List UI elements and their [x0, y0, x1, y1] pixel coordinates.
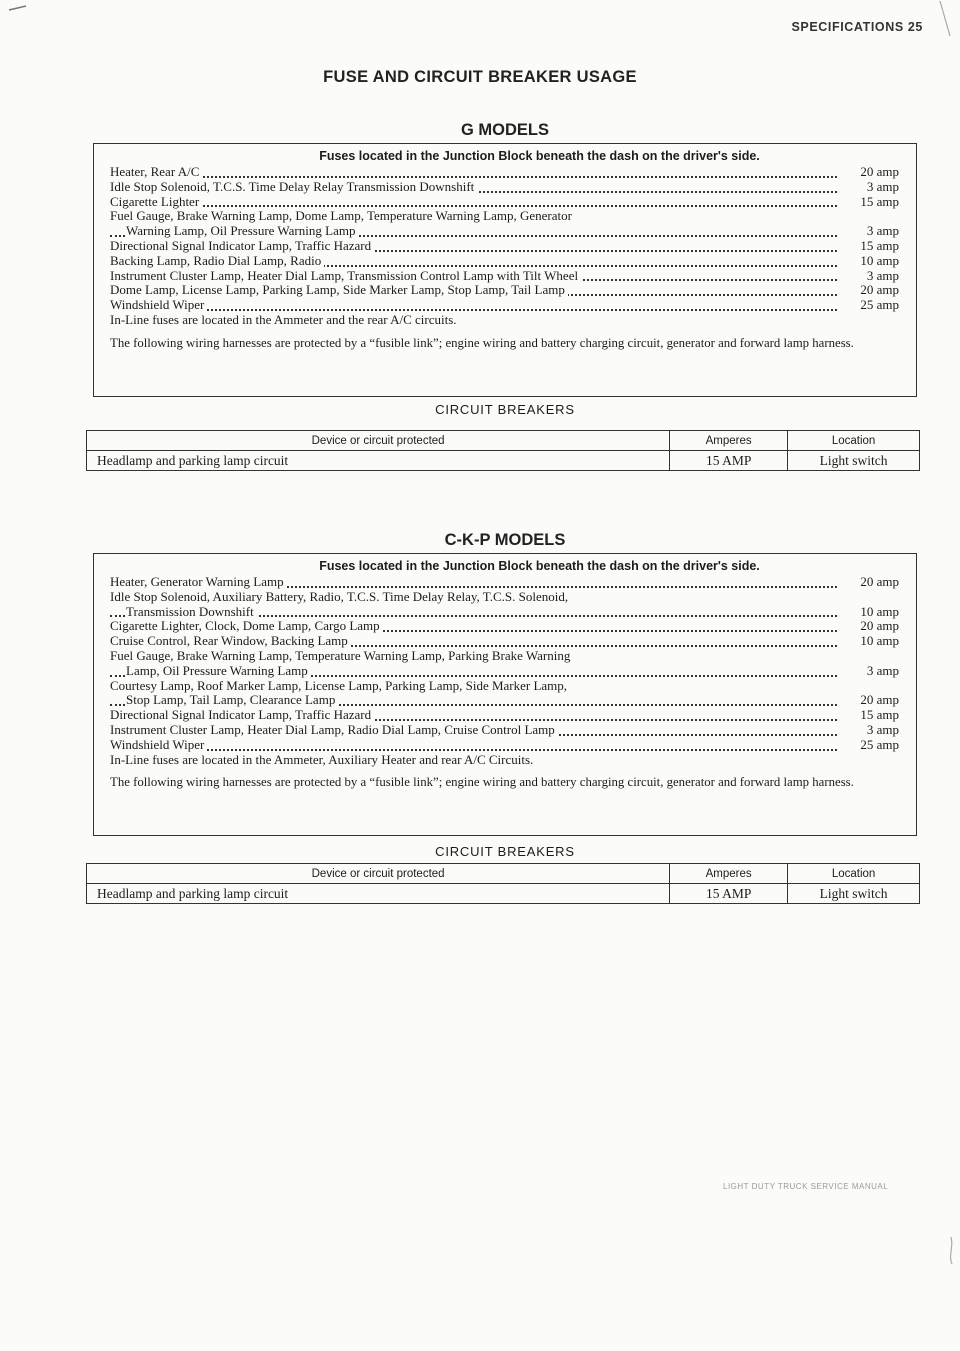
g-models-box-heading: Fuses located in the Junction Block beneath the dash on the driver's side.: [319, 149, 760, 163]
fuse-rating: 10 amp: [860, 633, 899, 649]
fuse-entry-text: Lamp, Oil Pressure Warning Lamp: [126, 664, 311, 678]
ckp-models-fuse-box: [93, 553, 917, 836]
fuse-entry-text: Idle Stop Solenoid, T.C.S. Time Delay Relay Transmission Downshift: [110, 180, 477, 194]
fuse-entry-text: Stop Lamp, Tail Lamp, Clearance Lamp: [126, 693, 338, 707]
dot-leader: [110, 309, 837, 311]
fuse-entry-text: Heater, Generator Warning Lamp: [110, 575, 287, 589]
column-header-location: Location: [788, 864, 920, 884]
fuse-entry-text: Cigarette Lighter, Clock, Dome Lamp, Cargo Lamp: [110, 619, 383, 633]
fuse-entry: [110, 590, 899, 620]
fuse-entry: [110, 708, 899, 723]
fuse-rating: 25 amp: [860, 736, 899, 752]
fuse-entry: [110, 634, 899, 649]
fuse-entry: [110, 723, 899, 738]
g-models-title: G MODELS: [460, 121, 549, 139]
column-header-amperes: Amperes: [670, 864, 788, 884]
fuse-rating: 20 amp: [860, 574, 899, 589]
cell-amperes: 15 AMP: [670, 451, 788, 471]
table-row: [87, 884, 920, 904]
cell-location: Light switch: [788, 884, 920, 904]
fuse-entry: [110, 180, 899, 195]
table-header-row: [87, 864, 920, 884]
fuse-entry-text: Fuel Gauge, Brake Warning Lamp, Dome Lamp, Temperature Warning Lamp, Generator: [110, 208, 572, 224]
fuse-rating: 20 amp: [860, 164, 899, 179]
ckp-models-fusible-note: The following wiring harnesses are protected by a “fusible link”; engine wiring and battery charging circuit, generator and forward lamp harness.: [110, 775, 854, 790]
g-models-inline-note: In-Line fuses are located in the Ammeter and the rear A/C circuits.: [110, 311, 457, 327]
fuse-entry: [110, 649, 899, 679]
fuse-entry-text: Directional Signal Indicator Lamp, Traffic Hazard: [110, 708, 374, 722]
g-models-fuse-list: [110, 165, 899, 313]
scan-mark-top-right: [938, 0, 952, 38]
ckp-models-fuse-list: [110, 575, 899, 753]
cell-device: Headlamp and parking lamp circuit: [87, 451, 670, 471]
fuse-rating: 15 amp: [860, 193, 899, 209]
fuse-entry-text: Instrument Cluster Lamp, Heater Dial Lamp, Radio Dial Lamp, Cruise Control Lamp: [110, 723, 558, 737]
fuse-entry-text: Fuel Gauge, Brake Warning Lamp, Temperature Warning Lamp, Parking Brake Warning: [110, 647, 571, 663]
fuse-entry: [110, 738, 899, 753]
fuse-rating: 15 amp: [860, 237, 899, 253]
cell-device: Headlamp and parking lamp circuit: [87, 884, 670, 904]
fuse-entry-text: Cruise Control, Rear Window, Backing Lamp: [110, 634, 351, 648]
dot-leader: [110, 749, 837, 751]
fuse-entry-text: Courtesy Lamp, Roof Marker Lamp, License Lamp, Parking Lamp, Side Marker Lamp,: [110, 677, 568, 693]
dot-leader: [110, 205, 837, 207]
fuse-entry-text: Dome Lamp, License Lamp, Parking Lamp, Side Marker Lamp, Stop Lamp, Tail Lamp: [110, 283, 568, 297]
fuse-entry: [110, 619, 899, 634]
ckp-models-breakers-heading: CIRCUIT BREAKERS: [435, 844, 575, 859]
scan-mark-top-left: [8, 4, 28, 12]
ckp-models-inline-note: In-Line fuses are located in the Ammeter, Auxiliary Heater and rear A/C Circuits.: [110, 751, 534, 767]
fuse-entry: [110, 195, 899, 210]
cell-location: Light switch: [788, 451, 920, 471]
fuse-entry-text: Instrument Cluster Lamp, Heater Dial Lamp, Transmission Control Lamp with Tilt Wheel: [110, 269, 581, 283]
fuse-rating: 3 amp: [866, 267, 899, 283]
dot-leader: [110, 176, 837, 178]
fuse-entry: [110, 239, 899, 254]
fuse-rating: 20 amp: [860, 618, 899, 634]
fuse-entry: [110, 269, 899, 284]
fuse-entry: [110, 575, 899, 590]
fuse-rating: 10 amp: [860, 603, 899, 619]
g-models-fuse-box: [93, 143, 917, 397]
g-models-fusible-note: The following wiring harnesses are protected by a “fusible link”; engine wiring and battery charging circuit, generator and forward lamp harness.: [110, 335, 854, 350]
fuse-entry-text: Directional Signal Indicator Lamp, Traffic Hazard: [110, 239, 374, 253]
table-row: [87, 451, 920, 471]
fuse-entry: [110, 679, 899, 709]
fuse-entry-text: Heater, Rear A/C: [110, 165, 202, 179]
fuse-entry: [110, 165, 899, 180]
fuse-entry-text: Idle Stop Solenoid, Auxiliary Battery, Radio, T.C.S. Time Delay Relay, T.C.S. Solenoid,: [110, 588, 569, 604]
ckp-models-box-heading: Fuses located in the Junction Block beneath the dash on the driver's side.: [319, 559, 760, 573]
fuse-rating: 3 amp: [866, 178, 899, 194]
page-header: SPECIFICATIONS 25: [791, 20, 923, 34]
fuse-entry-text: Cigarette Lighter: [110, 195, 202, 209]
fuse-rating: 3 amp: [866, 721, 899, 737]
ckp-models-title: C-K-P MODELS: [444, 531, 566, 549]
fuse-rating: 25 amp: [860, 297, 899, 313]
fuse-entry-text: Windshield Wiper: [110, 298, 207, 312]
fuse-rating: 20 amp: [860, 692, 899, 708]
scan-mark-bottom-right: [946, 1236, 956, 1266]
cell-amperes: 15 AMP: [670, 884, 788, 904]
table-header-row: [87, 431, 920, 451]
fuse-rating: 10 amp: [860, 252, 899, 268]
column-header-location: Location: [788, 431, 920, 451]
fuse-entry: [110, 209, 899, 239]
fuse-rating: 3 amp: [866, 662, 899, 678]
g-models-breaker-table: [86, 430, 920, 471]
fuse-entry: [110, 254, 899, 269]
fuse-entry: [110, 298, 899, 313]
g-models-breakers-heading: CIRCUIT BREAKERS: [435, 402, 575, 417]
fuse-rating: 15 amp: [860, 707, 899, 723]
page-title: FUSE AND CIRCUIT BREAKER USAGE: [323, 68, 637, 86]
column-header-device: Device or circuit protected: [87, 431, 670, 451]
fuse-entry-text: Warning Lamp, Oil Pressure Warning Lamp: [126, 224, 358, 238]
fuse-rating: 3 amp: [866, 223, 899, 239]
fuse-entry-text: Transmission Downshift: [126, 605, 257, 619]
column-header-amperes: Amperes: [670, 431, 788, 451]
fuse-rating: 20 amp: [860, 282, 899, 298]
footer-manual-title: LIGHT DUTY TRUCK SERVICE MANUAL: [723, 1182, 889, 1191]
column-header-device: Device or circuit protected: [87, 864, 670, 884]
fuse-entry: [110, 283, 899, 298]
ckp-models-breaker-table: [86, 863, 920, 904]
fuse-entry-text: Windshield Wiper: [110, 738, 207, 752]
fuse-entry-text: Backing Lamp, Radio Dial Lamp, Radio: [110, 254, 324, 268]
